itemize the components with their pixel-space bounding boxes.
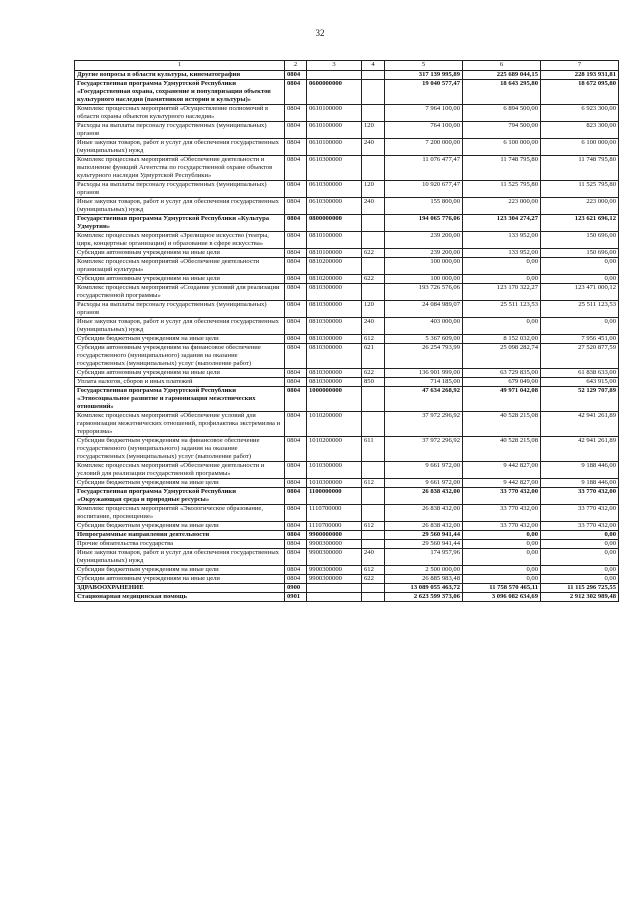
row-amount-year2: 133 952,00	[463, 232, 541, 249]
row-section-code: 0804	[285, 462, 307, 479]
row-name: Субсидии автономным учреждениям на иные цели	[75, 575, 285, 584]
row-name: Субсидии автономным учреждениям на иные цели	[75, 249, 285, 258]
row-expense-type	[362, 584, 385, 593]
row-amount-year1: 100 000,00	[385, 258, 463, 275]
row-target-article	[307, 584, 362, 593]
row-amount-year2: 9 442 827,00	[463, 479, 541, 488]
row-name: Непрограммные направления деятельности	[75, 531, 285, 540]
row-target-article: 1110700000	[307, 505, 362, 522]
row-target-article: 1010200000	[307, 412, 362, 437]
row-target-article: 1010300000	[307, 462, 362, 479]
row-name: Субсидии бюджетным учреждениям на иные цели	[75, 566, 285, 575]
row-section-code: 0804	[285, 139, 307, 156]
table-row	[75, 71, 619, 80]
row-expense-type	[362, 156, 385, 181]
row-amount-year1: 13 089 055 463,72	[385, 584, 463, 593]
row-name: Расходы на выплаты персоналу государственных (муниципальных) органов	[75, 122, 285, 139]
row-amount-year3: 18 672 095,80	[541, 80, 619, 105]
table-row	[75, 318, 619, 335]
row-section-code: 0804	[285, 258, 307, 275]
row-expense-type	[362, 505, 385, 522]
row-amount-year3: 9 188 446,00	[541, 462, 619, 479]
row-amount-year2: 25 098 282,74	[463, 344, 541, 369]
row-amount-year3: 123 621 696,12	[541, 215, 619, 232]
row-amount-year2: 0,00	[463, 575, 541, 584]
row-section-code: 0804	[285, 301, 307, 318]
row-name: Иные закупки товаров, работ и услуг для обеспечения государственных (муниципальных) нужд	[75, 139, 285, 156]
row-target-article: 0810300000	[307, 284, 362, 301]
row-expense-type: 850	[362, 378, 385, 387]
row-target-article: 0810300000	[307, 335, 362, 344]
row-section-code: 0804	[285, 540, 307, 549]
row-name: Уплата налогов, сборов и иных платежей	[75, 378, 285, 387]
row-expense-type: 622	[362, 275, 385, 284]
row-name: Субсидии автономным учреждениям на финансовое обеспечение государственного (муниципального) задания на оказание государственных (муниципальных) услуг (выполнение работ)	[75, 344, 285, 369]
table-row	[75, 249, 619, 258]
row-section-code: 0804	[285, 105, 307, 122]
row-amount-year2: 225 689 044,15	[463, 71, 541, 80]
row-section-code: 0804	[285, 488, 307, 505]
column-number: 1	[75, 61, 285, 71]
row-target-article: 1110700000	[307, 522, 362, 531]
row-amount-year2: 0,00	[463, 258, 541, 275]
row-amount-year1: 5 367 609,00	[385, 335, 463, 344]
row-section-code: 0804	[285, 505, 307, 522]
row-expense-type: 612	[362, 335, 385, 344]
table-row	[75, 198, 619, 215]
row-target-article: 0610100000	[307, 139, 362, 156]
row-amount-year2: 25 511 123,53	[463, 301, 541, 318]
row-target-article: 0810200000	[307, 275, 362, 284]
row-amount-year2: 0,00	[463, 549, 541, 566]
row-amount-year2: 33 770 432,00	[463, 505, 541, 522]
row-name: Государственная программа Удмуртской Республики «Окружающая среда и природные ресурсы»	[75, 488, 285, 505]
row-expense-type: 240	[362, 318, 385, 335]
row-target-article: 0810300000	[307, 318, 362, 335]
table-row	[75, 540, 619, 549]
row-target-article: 9900300000	[307, 575, 362, 584]
row-target-article: 0810300000	[307, 344, 362, 369]
row-target-article: 0610300000	[307, 156, 362, 181]
row-amount-year3: 0,00	[541, 318, 619, 335]
row-name: Комплекс процессных мероприятий «Зрелищное искусство (театры, цирк, концертные организации) и образование в сфере искусства»	[75, 232, 285, 249]
row-amount-year2: 18 643 295,80	[463, 80, 541, 105]
row-expense-type	[362, 412, 385, 437]
row-name: Субсидии бюджетным учреждениям на иные цели	[75, 479, 285, 488]
row-amount-year3: 25 511 123,53	[541, 301, 619, 318]
row-expense-type	[362, 462, 385, 479]
column-numbers-row	[75, 61, 619, 71]
row-amount-year1: 2 623 599 373,06	[385, 593, 463, 602]
row-amount-year2: 0,00	[463, 540, 541, 549]
row-amount-year2: 223 000,00	[463, 198, 541, 215]
row-expense-type: 120	[362, 301, 385, 318]
row-amount-year3: 223 000,00	[541, 198, 619, 215]
row-section-code: 0804	[285, 549, 307, 566]
row-amount-year2: 33 770 432,00	[463, 488, 541, 505]
row-amount-year1: 11 076 477,47	[385, 156, 463, 181]
row-amount-year1: 2 500 000,00	[385, 566, 463, 575]
column-number: 3	[307, 61, 362, 71]
table-row	[75, 335, 619, 344]
row-section-code: 0901	[285, 593, 307, 602]
row-amount-year1: 37 972 296,92	[385, 412, 463, 437]
row-amount-year2: 0,00	[463, 275, 541, 284]
row-target-article: 0810300000	[307, 378, 362, 387]
row-expense-type	[362, 488, 385, 505]
row-expense-type	[362, 105, 385, 122]
table-row	[75, 522, 619, 531]
row-amount-year2: 40 528 215,08	[463, 412, 541, 437]
row-amount-year3: 150 696,00	[541, 232, 619, 249]
row-amount-year2: 123 304 274,27	[463, 215, 541, 232]
row-amount-year1: 403 000,00	[385, 318, 463, 335]
table-row	[75, 258, 619, 275]
row-target-article: 0610300000	[307, 181, 362, 198]
row-expense-type: 240	[362, 139, 385, 156]
row-amount-year2: 6 894 500,00	[463, 105, 541, 122]
row-section-code: 0804	[285, 369, 307, 378]
row-amount-year2: 11 748 795,80	[463, 156, 541, 181]
table-row	[75, 575, 619, 584]
row-amount-year1: 7 964 100,00	[385, 105, 463, 122]
row-target-article: 9900000000	[307, 531, 362, 540]
row-target-article: 0600000000	[307, 80, 362, 105]
row-name: Субсидии бюджетным учреждениям на иные цели	[75, 522, 285, 531]
row-amount-year1: 155 800,00	[385, 198, 463, 215]
table-row	[75, 139, 619, 156]
page-number: 32	[315, 28, 325, 38]
row-target-article	[307, 71, 362, 80]
row-amount-year1: 29 560 941,44	[385, 540, 463, 549]
row-expense-type: 622	[362, 575, 385, 584]
row-amount-year3: 643 915,00	[541, 378, 619, 387]
table-row	[75, 387, 619, 412]
row-amount-year1: 100 000,00	[385, 275, 463, 284]
table-row	[75, 80, 619, 105]
row-amount-year1: 7 200 000,00	[385, 139, 463, 156]
row-target-article: 9900300000	[307, 549, 362, 566]
row-amount-year1: 26 838 432,00	[385, 505, 463, 522]
row-amount-year2: 8 152 032,00	[463, 335, 541, 344]
table-row	[75, 301, 619, 318]
row-name: Субсидии автономным учреждениям на иные цели	[75, 369, 285, 378]
row-target-article: 0610100000	[307, 122, 362, 139]
row-amount-year1: 47 634 268,92	[385, 387, 463, 412]
row-section-code: 0804	[285, 232, 307, 249]
row-amount-year1: 24 084 989,07	[385, 301, 463, 318]
row-section-code: 0804	[285, 284, 307, 301]
row-amount-year3: 0,00	[541, 540, 619, 549]
table-row	[75, 369, 619, 378]
row-section-code: 0804	[285, 344, 307, 369]
row-expense-type	[362, 284, 385, 301]
row-section-code: 0804	[285, 156, 307, 181]
row-target-article: 0810300000	[307, 301, 362, 318]
row-amount-year2: 0,00	[463, 531, 541, 540]
row-expense-type: 240	[362, 549, 385, 566]
row-amount-year3: 0,00	[541, 575, 619, 584]
row-amount-year1: 136 901 999,00	[385, 369, 463, 378]
table-row	[75, 566, 619, 575]
row-target-article: 1100000000	[307, 488, 362, 505]
row-amount-year2: 6 100 000,00	[463, 139, 541, 156]
row-expense-type: 612	[362, 479, 385, 488]
row-target-article: 9900300000	[307, 540, 362, 549]
row-section-code: 0804	[285, 378, 307, 387]
row-expense-type	[362, 593, 385, 602]
row-amount-year1: 19 040 577,47	[385, 80, 463, 105]
table-row	[75, 275, 619, 284]
row-name: Другие вопросы в области культуры, кинематографии	[75, 71, 285, 80]
row-amount-year3: 0,00	[541, 258, 619, 275]
row-amount-year1: 239 200,00	[385, 232, 463, 249]
row-amount-year3: 150 696,00	[541, 249, 619, 258]
row-amount-year1: 317 139 995,89	[385, 71, 463, 80]
table-row	[75, 531, 619, 540]
row-name: Комплекс процессных мероприятий «Экологическое образование, воспитание, просвещение»	[75, 505, 285, 522]
row-target-article	[307, 593, 362, 602]
row-target-article: 0810200000	[307, 258, 362, 275]
row-amount-year2: 0,00	[463, 318, 541, 335]
row-amount-year1: 194 065 776,06	[385, 215, 463, 232]
row-section-code: 0804	[285, 80, 307, 105]
row-amount-year3: 42 941 261,89	[541, 412, 619, 437]
row-expense-type: 612	[362, 566, 385, 575]
row-name: Субсидии бюджетным учреждениям на иные цели	[75, 335, 285, 344]
row-target-article: 1000000000	[307, 387, 362, 412]
column-number: 4	[362, 61, 385, 71]
row-section-code: 0804	[285, 181, 307, 198]
column-number: 5	[385, 61, 463, 71]
row-amount-year3: 0,00	[541, 566, 619, 575]
row-name: Иные закупки товаров, работ и услуг для обеспечения государственных (муниципальных) нужд	[75, 318, 285, 335]
row-amount-year3: 0,00	[541, 531, 619, 540]
row-section-code: 0804	[285, 335, 307, 344]
row-section-code: 0804	[285, 71, 307, 80]
row-amount-year3: 61 838 633,00	[541, 369, 619, 378]
row-amount-year1: 10 920 677,47	[385, 181, 463, 198]
row-expense-type	[362, 232, 385, 249]
row-amount-year1: 37 972 296,92	[385, 437, 463, 462]
row-amount-year2: 123 170 322,27	[463, 284, 541, 301]
row-section-code: 0804	[285, 215, 307, 232]
row-amount-year3: 52 129 707,89	[541, 387, 619, 412]
table-row	[75, 284, 619, 301]
row-amount-year3: 6 100 000,00	[541, 139, 619, 156]
row-amount-year3: 33 770 432,00	[541, 522, 619, 531]
row-amount-year2: 40 528 215,08	[463, 437, 541, 462]
budget-table-body	[75, 61, 619, 602]
row-name: Комплекс процессных мероприятий «Обеспечение деятельности и выполнение функций Агентства по государственной охране объектов культурного наследия Удмуртской Республики»	[75, 156, 285, 181]
row-amount-year1: 239 200,00	[385, 249, 463, 258]
row-amount-year3: 0,00	[541, 549, 619, 566]
row-amount-year1: 174 957,96	[385, 549, 463, 566]
row-target-article: 0810300000	[307, 369, 362, 378]
row-expense-type: 611	[362, 437, 385, 462]
row-section-code: 0804	[285, 275, 307, 284]
column-number: 6	[463, 61, 541, 71]
row-target-article: 0800000000	[307, 215, 362, 232]
row-expense-type	[362, 531, 385, 540]
table-row	[75, 593, 619, 602]
row-name: Государственная программа Удмуртской Республики «Культура Удмуртии»	[75, 215, 285, 232]
row-amount-year2: 679 049,00	[463, 378, 541, 387]
row-amount-year3: 11 525 795,80	[541, 181, 619, 198]
row-expense-type: 120	[362, 122, 385, 139]
row-expense-type	[362, 80, 385, 105]
row-section-code: 0804	[285, 566, 307, 575]
row-amount-year1: 26 838 432,00	[385, 522, 463, 531]
row-amount-year1: 193 726 576,06	[385, 284, 463, 301]
row-target-article: 0810100000	[307, 232, 362, 249]
row-amount-year1: 714 185,00	[385, 378, 463, 387]
row-expense-type: 621	[362, 344, 385, 369]
row-target-article: 9900300000	[307, 566, 362, 575]
row-amount-year3: 0,00	[541, 275, 619, 284]
table-row	[75, 105, 619, 122]
row-amount-year3: 27 520 877,59	[541, 344, 619, 369]
row-expense-type: 120	[362, 181, 385, 198]
row-section-code: 0804	[285, 198, 307, 215]
table-row	[75, 412, 619, 437]
row-amount-year1: 764 100,00	[385, 122, 463, 139]
table-row	[75, 344, 619, 369]
row-amount-year2: 133 952,00	[463, 249, 541, 258]
row-name: Иные закупки товаров, работ и услуг для обеспечения государственных (муниципальных) нужд	[75, 549, 285, 566]
row-target-article: 0610100000	[307, 105, 362, 122]
row-name: Комплекс процессных мероприятий «Обеспечение деятельности и условий для реализации государственной программы»	[75, 462, 285, 479]
row-section-code: 0804	[285, 575, 307, 584]
table-row	[75, 156, 619, 181]
row-amount-year3: 123 471 000,12	[541, 284, 619, 301]
table-row	[75, 181, 619, 198]
row-name: Комплекс процессных мероприятий «Создание условий для реализации государственной программы»	[75, 284, 285, 301]
row-expense-type: 612	[362, 522, 385, 531]
row-amount-year3: 11 748 795,80	[541, 156, 619, 181]
table-row	[75, 122, 619, 139]
row-section-code: 0804	[285, 318, 307, 335]
table-row	[75, 488, 619, 505]
row-amount-year3: 228 193 931,81	[541, 71, 619, 80]
row-name: Государственная программа Удмуртской Республики «Государственная охрана, сохранение и популяризация объектов культурного наследия (памятников истории и культуры)»	[75, 80, 285, 105]
table-row	[75, 584, 619, 593]
row-name: Прочие обязательства государства	[75, 540, 285, 549]
row-target-article: 0810100000	[307, 249, 362, 258]
row-name: Государственная программа Удмуртской Республики «Этносоциальное развитие и гармонизация межэтнических отношений»	[75, 387, 285, 412]
table-row	[75, 215, 619, 232]
row-amount-year2: 0,00	[463, 566, 541, 575]
row-expense-type	[362, 71, 385, 80]
row-name: Расходы на выплаты персоналу государственных (муниципальных) органов	[75, 301, 285, 318]
table-row	[75, 479, 619, 488]
column-number: 7	[541, 61, 619, 71]
row-amount-year2: 11 758 570 465,11	[463, 584, 541, 593]
row-section-code: 0804	[285, 387, 307, 412]
row-amount-year3: 9 188 446,00	[541, 479, 619, 488]
table-row	[75, 505, 619, 522]
row-name: Стационарная медицинская помощь	[75, 593, 285, 602]
row-amount-year1: 29 560 941,44	[385, 531, 463, 540]
row-section-code: 0900	[285, 584, 307, 593]
table-row	[75, 437, 619, 462]
row-section-code: 0804	[285, 437, 307, 462]
row-expense-type	[362, 387, 385, 412]
row-name: Иные закупки товаров, работ и услуг для обеспечения государственных (муниципальных) нужд	[75, 198, 285, 215]
row-name: Комплекс процессных мероприятий «Обеспечение условий для гармонизации межэтнических отношений, профилактика экстремизма и терроризма»	[75, 412, 285, 437]
row-amount-year1: 26 885 983,48	[385, 575, 463, 584]
row-amount-year1: 9 661 972,00	[385, 462, 463, 479]
row-expense-type	[362, 258, 385, 275]
table-row	[75, 462, 619, 479]
row-expense-type	[362, 215, 385, 232]
row-amount-year1: 9 661 972,00	[385, 479, 463, 488]
row-section-code: 0804	[285, 249, 307, 258]
row-amount-year1: 26 254 793,99	[385, 344, 463, 369]
row-section-code: 0804	[285, 122, 307, 139]
column-number: 2	[285, 61, 307, 71]
row-expense-type	[362, 540, 385, 549]
row-amount-year2: 794 500,00	[463, 122, 541, 139]
row-amount-year3: 33 770 432,00	[541, 505, 619, 522]
budget-table	[74, 60, 619, 602]
table-row	[75, 378, 619, 387]
row-name: Субсидии бюджетным учреждениям на финансовое обеспечение государственного (муниципального) задания на оказание государственных (муниципальных) услуг (выполнение работ)	[75, 437, 285, 462]
row-amount-year2: 33 770 432,00	[463, 522, 541, 531]
row-amount-year3: 33 770 432,00	[541, 488, 619, 505]
row-expense-type: 240	[362, 198, 385, 215]
row-target-article: 1010300000	[307, 479, 362, 488]
row-amount-year3: 823 300,00	[541, 122, 619, 139]
table-row	[75, 232, 619, 249]
row-section-code: 0804	[285, 412, 307, 437]
row-expense-type: 622	[362, 369, 385, 378]
row-name: Комплекс процессных мероприятий «Обеспечение деятельности организаций культуры»	[75, 258, 285, 275]
row-expense-type: 622	[362, 249, 385, 258]
row-amount-year3: 42 941 261,89	[541, 437, 619, 462]
row-amount-year1: 26 838 432,00	[385, 488, 463, 505]
row-name: Комплекс процессных мероприятий «Осуществление полномочий в области охраны объектов культурного наследия»	[75, 105, 285, 122]
row-target-article: 1010200000	[307, 437, 362, 462]
row-amount-year2: 63 729 835,00	[463, 369, 541, 378]
table-row	[75, 549, 619, 566]
row-name: Субсидии автономным учреждениям на иные цели	[75, 275, 285, 284]
row-section-code: 0804	[285, 522, 307, 531]
row-section-code: 0804	[285, 531, 307, 540]
row-amount-year2: 9 442 827,00	[463, 462, 541, 479]
row-section-code: 0804	[285, 479, 307, 488]
row-amount-year3: 6 923 300,00	[541, 105, 619, 122]
row-amount-year2: 3 096 082 634,69	[463, 593, 541, 602]
row-amount-year2: 49 971 042,08	[463, 387, 541, 412]
row-name: ЗДРАВООХРАНЕНИЕ	[75, 584, 285, 593]
row-amount-year3: 11 115 296 725,55	[541, 584, 619, 593]
row-amount-year2: 11 525 795,80	[463, 181, 541, 198]
row-amount-year3: 2 912 302 989,48	[541, 593, 619, 602]
row-name: Расходы на выплаты персоналу государственных (муниципальных) органов	[75, 181, 285, 198]
row-amount-year3: 7 956 451,00	[541, 335, 619, 344]
row-target-article: 0610300000	[307, 198, 362, 215]
